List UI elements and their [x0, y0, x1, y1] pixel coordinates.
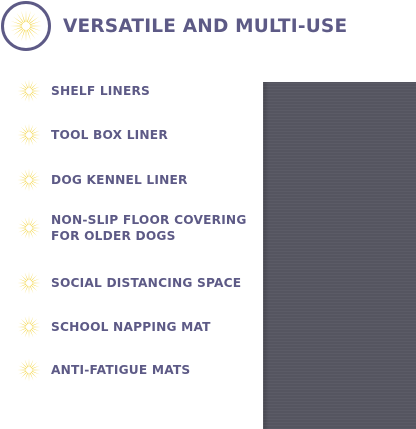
list-item	[17, 168, 261, 192]
use-label: SHELF LINERS	[51, 84, 151, 98]
use-label: ANTI-FATIGUE MATS	[51, 363, 191, 377]
sun-burst-icon	[17, 168, 41, 192]
list-item	[17, 79, 261, 103]
use-label: SOCIAL DISTANCING SPACE	[51, 276, 242, 290]
use-label: SCHOOL NAPPING MAT	[51, 320, 211, 334]
sun-burst-icon	[17, 79, 41, 103]
list-item	[17, 123, 261, 147]
list-item	[17, 358, 261, 382]
brand-badge	[1, 1, 51, 51]
use-label: NON-SLIP FLOOR COVERING FOR OLDER DOGS	[51, 213, 247, 243]
use-label: TOOL BOX LINER	[51, 128, 168, 142]
list-item	[17, 315, 261, 339]
sun-burst-icon	[17, 315, 41, 339]
page-title: VERSATILE AND MULTI-USE	[63, 16, 348, 37]
list-item	[17, 271, 261, 295]
sun-burst-icon	[17, 123, 41, 147]
use-label: DOG KENNEL LINER	[51, 173, 188, 187]
list-item	[17, 212, 261, 244]
sun-burst-icon	[17, 358, 41, 382]
sun-burst-icon	[17, 216, 41, 240]
sun-burst-icon	[17, 271, 41, 295]
sun-burst-icon	[9, 9, 43, 43]
product-mat-image	[263, 82, 416, 429]
